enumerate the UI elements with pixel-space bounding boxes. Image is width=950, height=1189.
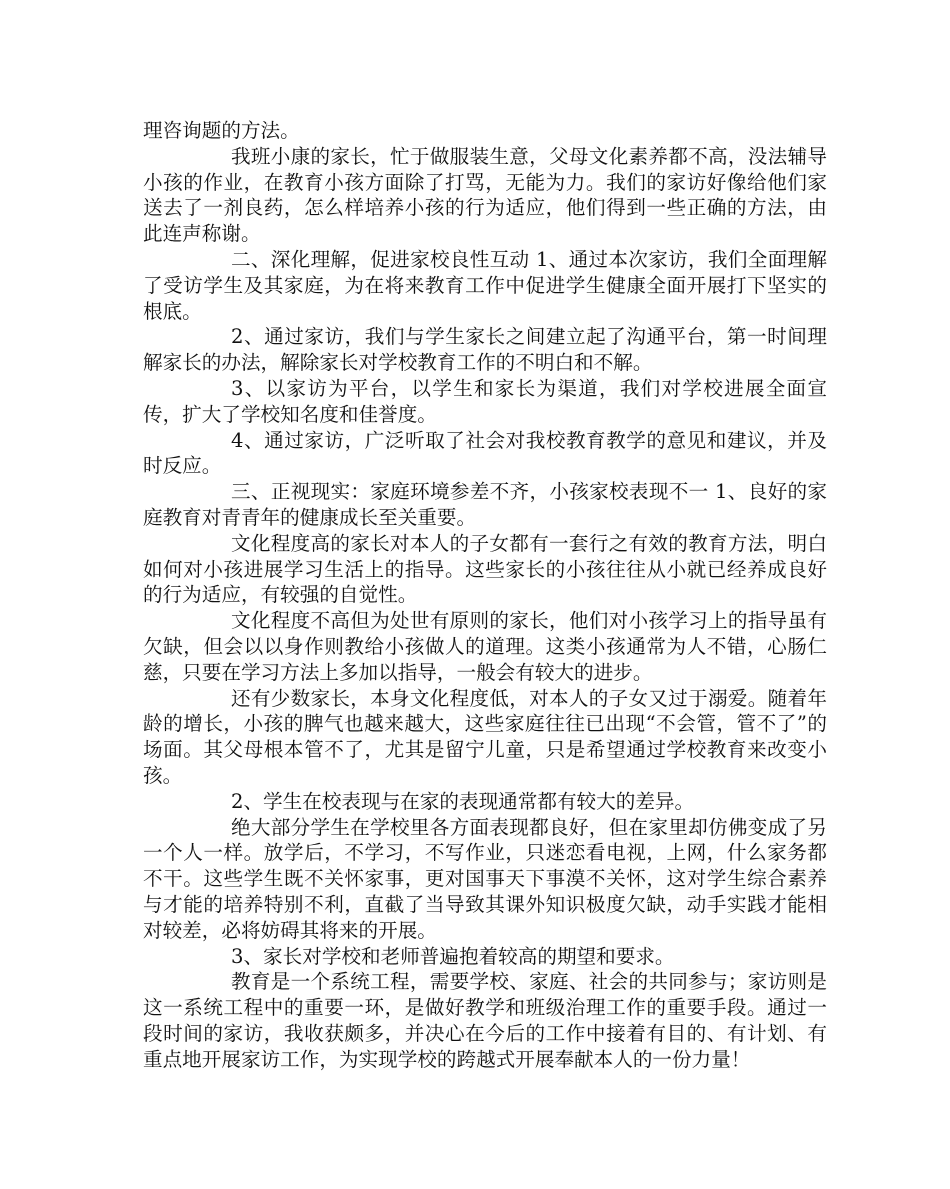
- paragraph-11: 绝大部分学生在学校里各方面表现都良好，但在家里却仿佛变成了另一个人一样。放学后，不学习，不写作业，只迷恋看电视，上网，什么家务都不干。这些学生既不关怀家事，更对国事天下事漠不关怀，这对学生综合素养与才能的培养特别不利，直截了当导致其课外知识极度欠缺，动手实践才能相对较差，必将妨碍其将来的开展。: [143, 815, 827, 942]
- paragraph-12: 3、家长对学校和老师普遍抱着较高的期望和要求。: [231, 944, 675, 968]
- paragraph-7: 文化程度高的家长对本人的子女都有一套行之有效的教育方法，明白如何对小孩进展学习生活上的指导。这些家长的小孩往往从小就已经养成良好的行为适应，有较强的自觉性。: [143, 531, 827, 607]
- paragraph-5: 4、通过家访，广泛听取了社会对我校教育教学的意见和建议，并及时反应。: [143, 428, 827, 478]
- paragraph-0: 理咨询题的方法。: [143, 119, 300, 142]
- paragraph-1: 我班小康的家长，忙于做服装生意，父母文化素养都不高，没法辅导小孩的作业，在教育小孩方面除了打骂，无能为力。我们的家访好像给他们家送去了一剂良药，怎么样培养小孩的行为适应，他们得到一些正确的方法，由此连声称谢。: [143, 144, 827, 246]
- paragraph-13: 教育是一个系统工程，需要学校、家庭、社会的共同参与；家访则是这一系统工程中的重要一环，是做好教学和班级治理工作的重要手段。通过一段时间的家访，我收获颇多，并决心在今后的工作中接着有目的、有计划、有重点地开展家访工作，为实现学校的跨越式开展奉献本人的一份力量！: [143, 970, 827, 1071]
- document-body: [143, 118, 827, 1072]
- paragraph-6: 三、正视现实：家庭环境参差不齐，小孩家校表现不一 1、良好的家庭教育对青青年的健康成长至关重要。: [143, 480, 827, 529]
- paragraph-9: 还有少数家长，本身文化程度低，对本人的子女又过于溺爱。随着年龄的增长，小孩的脾气也越来越大，这些家庭往往已出现“不会管，管不了”的场面。其父母根本管不了，尤其是留宁儿童，只是希望通过学校教育来改变小孩。: [143, 686, 827, 787]
- paragraph-8: 文化程度不高但为处世有原则的家长，他们对小孩学习上的指导虽有欠缺，但会以以身作则教给小孩做人的道理。这类小孩通常为人不错，心肠仁慈，只要在学习方法上多加以指导，一般会有较大的进步。: [143, 609, 827, 684]
- paragraph-4: 3、以家访为平台，以学生和家长为渠道，我们对学校进展全面宣传，扩大了学校知名度和佳誉度。: [143, 376, 827, 426]
- paragraph-2: 二、深化理解，促进家校良性互动 1、通过本次家访，我们全面理解了受访学生及其家庭，为在将来教育工作中促进学生健康全面开展打下坚实的根底。: [143, 247, 827, 323]
- paragraph-3: 2、通过家访，我们与学生家长之间建立起了沟通平台，第一时间理解家长的办法，解除家长对学校教育工作的不明白和不解。: [143, 325, 827, 375]
- paragraph-10: 2、学生在校表现与在家的表现通常都有较大的差异。: [231, 789, 695, 813]
